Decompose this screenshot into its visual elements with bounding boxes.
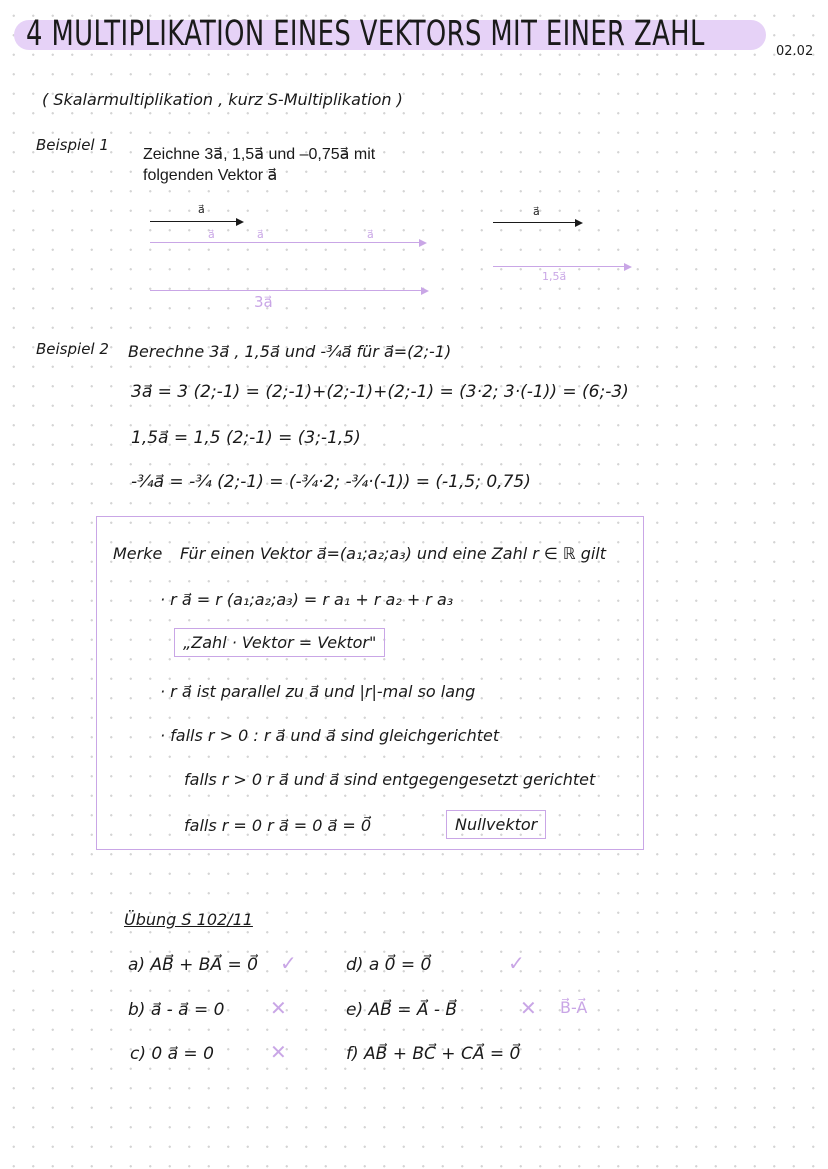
cross-icon: ✕ (270, 1040, 287, 1064)
exercise-e-correction: B⃗-A⃗ (560, 998, 588, 1017)
vec-a-part1-label: a⃗ (208, 228, 215, 241)
exercise-e: e) AB⃗ = A⃗ - B⃗ (346, 1000, 458, 1020)
check-icon: ✓ (280, 951, 297, 975)
memo-rule1: · r a⃗ = r (a₁;a₂;a₃) = r a₁ + r a₂ + r a₃ (160, 590, 454, 609)
cross-icon: ✕ (270, 996, 287, 1020)
vec-15a-label: 1,5a⃗ (542, 270, 567, 283)
memo-label: Merke (113, 544, 163, 563)
memo-rule5: falls r = 0 r a⃗ = 0 a⃗ = 0⃗ (184, 816, 372, 835)
memo-rule2: · r a⃗ ist parallel zu a⃗ und |r|-mal so lang (160, 682, 476, 701)
memo-rule3: · falls r > 0 : r a⃗ und a⃗ sind gleichgerichtet (160, 726, 500, 745)
nullvektor-box: Nullvektor (446, 810, 546, 839)
example2-line3: -¾a⃗ = -¾ (2;-1) = (-¾·2; -¾·(-1)) = (-1,5; 0,75) (131, 472, 531, 492)
vec-a-arrow (150, 221, 242, 222)
example1-label: Beispiel 1 (36, 136, 109, 154)
vec-15a-arrow (493, 266, 630, 267)
exercise-title: Übung S 102/11 (124, 910, 253, 929)
exercise-a: a) AB⃗ + BA⃗ = 0⃗ (128, 955, 258, 975)
example2-task: Berechne 3a⃗ , 1,5a⃗ und -¾a⃗ für a⃗=(2;-1) (128, 342, 452, 361)
vec-3a-construction (150, 242, 425, 243)
cross-icon: ✕ (520, 996, 537, 1020)
exercise-d: d) a 0⃗ = 0⃗ (346, 955, 432, 975)
vec-a-right-arrow (493, 222, 581, 223)
example2-label: Beispiel 2 (36, 340, 109, 358)
memo-boxed-phrase: „Zahl · Vektor = Vektor" (174, 628, 385, 657)
page-title: 4 MULTIPLIKATION EINES VEKTORS MIT EINER ZAHL (26, 14, 705, 54)
vec-3a-label: 3a⃗ (254, 293, 273, 311)
page-date: 02.02 (776, 44, 814, 59)
vec-a-label: a⃗ (198, 203, 205, 216)
vec-3a-arrow (150, 290, 427, 291)
page-subtitle: ( Skalarmultiplikation , kurz S-Multiplikation ) (42, 90, 403, 109)
exercise-c: c) 0 a⃗ = 0 (130, 1044, 214, 1064)
example1-instruction: Zeichne 3a⃗, 1,5a⃗ und –0,75a⃗ mit folgenden Vektor a⃗ (143, 146, 376, 184)
check-icon: ✓ (508, 951, 525, 975)
vec-a-part3-label: a⃗ (367, 228, 374, 241)
vec-a-part2-label: a⃗ (257, 228, 264, 241)
example2-line2: 1,5a⃗ = 1,5 (2;-1) = (3;-1,5) (131, 428, 361, 448)
memo-intro: Für einen Vektor a⃗=(a₁;a₂;a₃) und eine Zahl r ∈ ℝ gilt (180, 544, 607, 563)
example2-line1: 3a⃗ = 3 (2;-1) = (2;-1)+(2;-1)+(2;-1) = (3·2; 3·(-1)) = (6;-3) (131, 382, 629, 402)
exercise-f: f) AB⃗ + BC⃗ + CA⃗ = 0⃗ (346, 1044, 521, 1064)
exercise-b: b) a⃗ - a⃗ = 0 (128, 1000, 225, 1020)
vec-a-right-label: a⃗ (533, 205, 540, 218)
memo-rule4: falls r > 0 r a⃗ und a⃗ sind entgegengesetzt gerichtet (184, 770, 596, 789)
